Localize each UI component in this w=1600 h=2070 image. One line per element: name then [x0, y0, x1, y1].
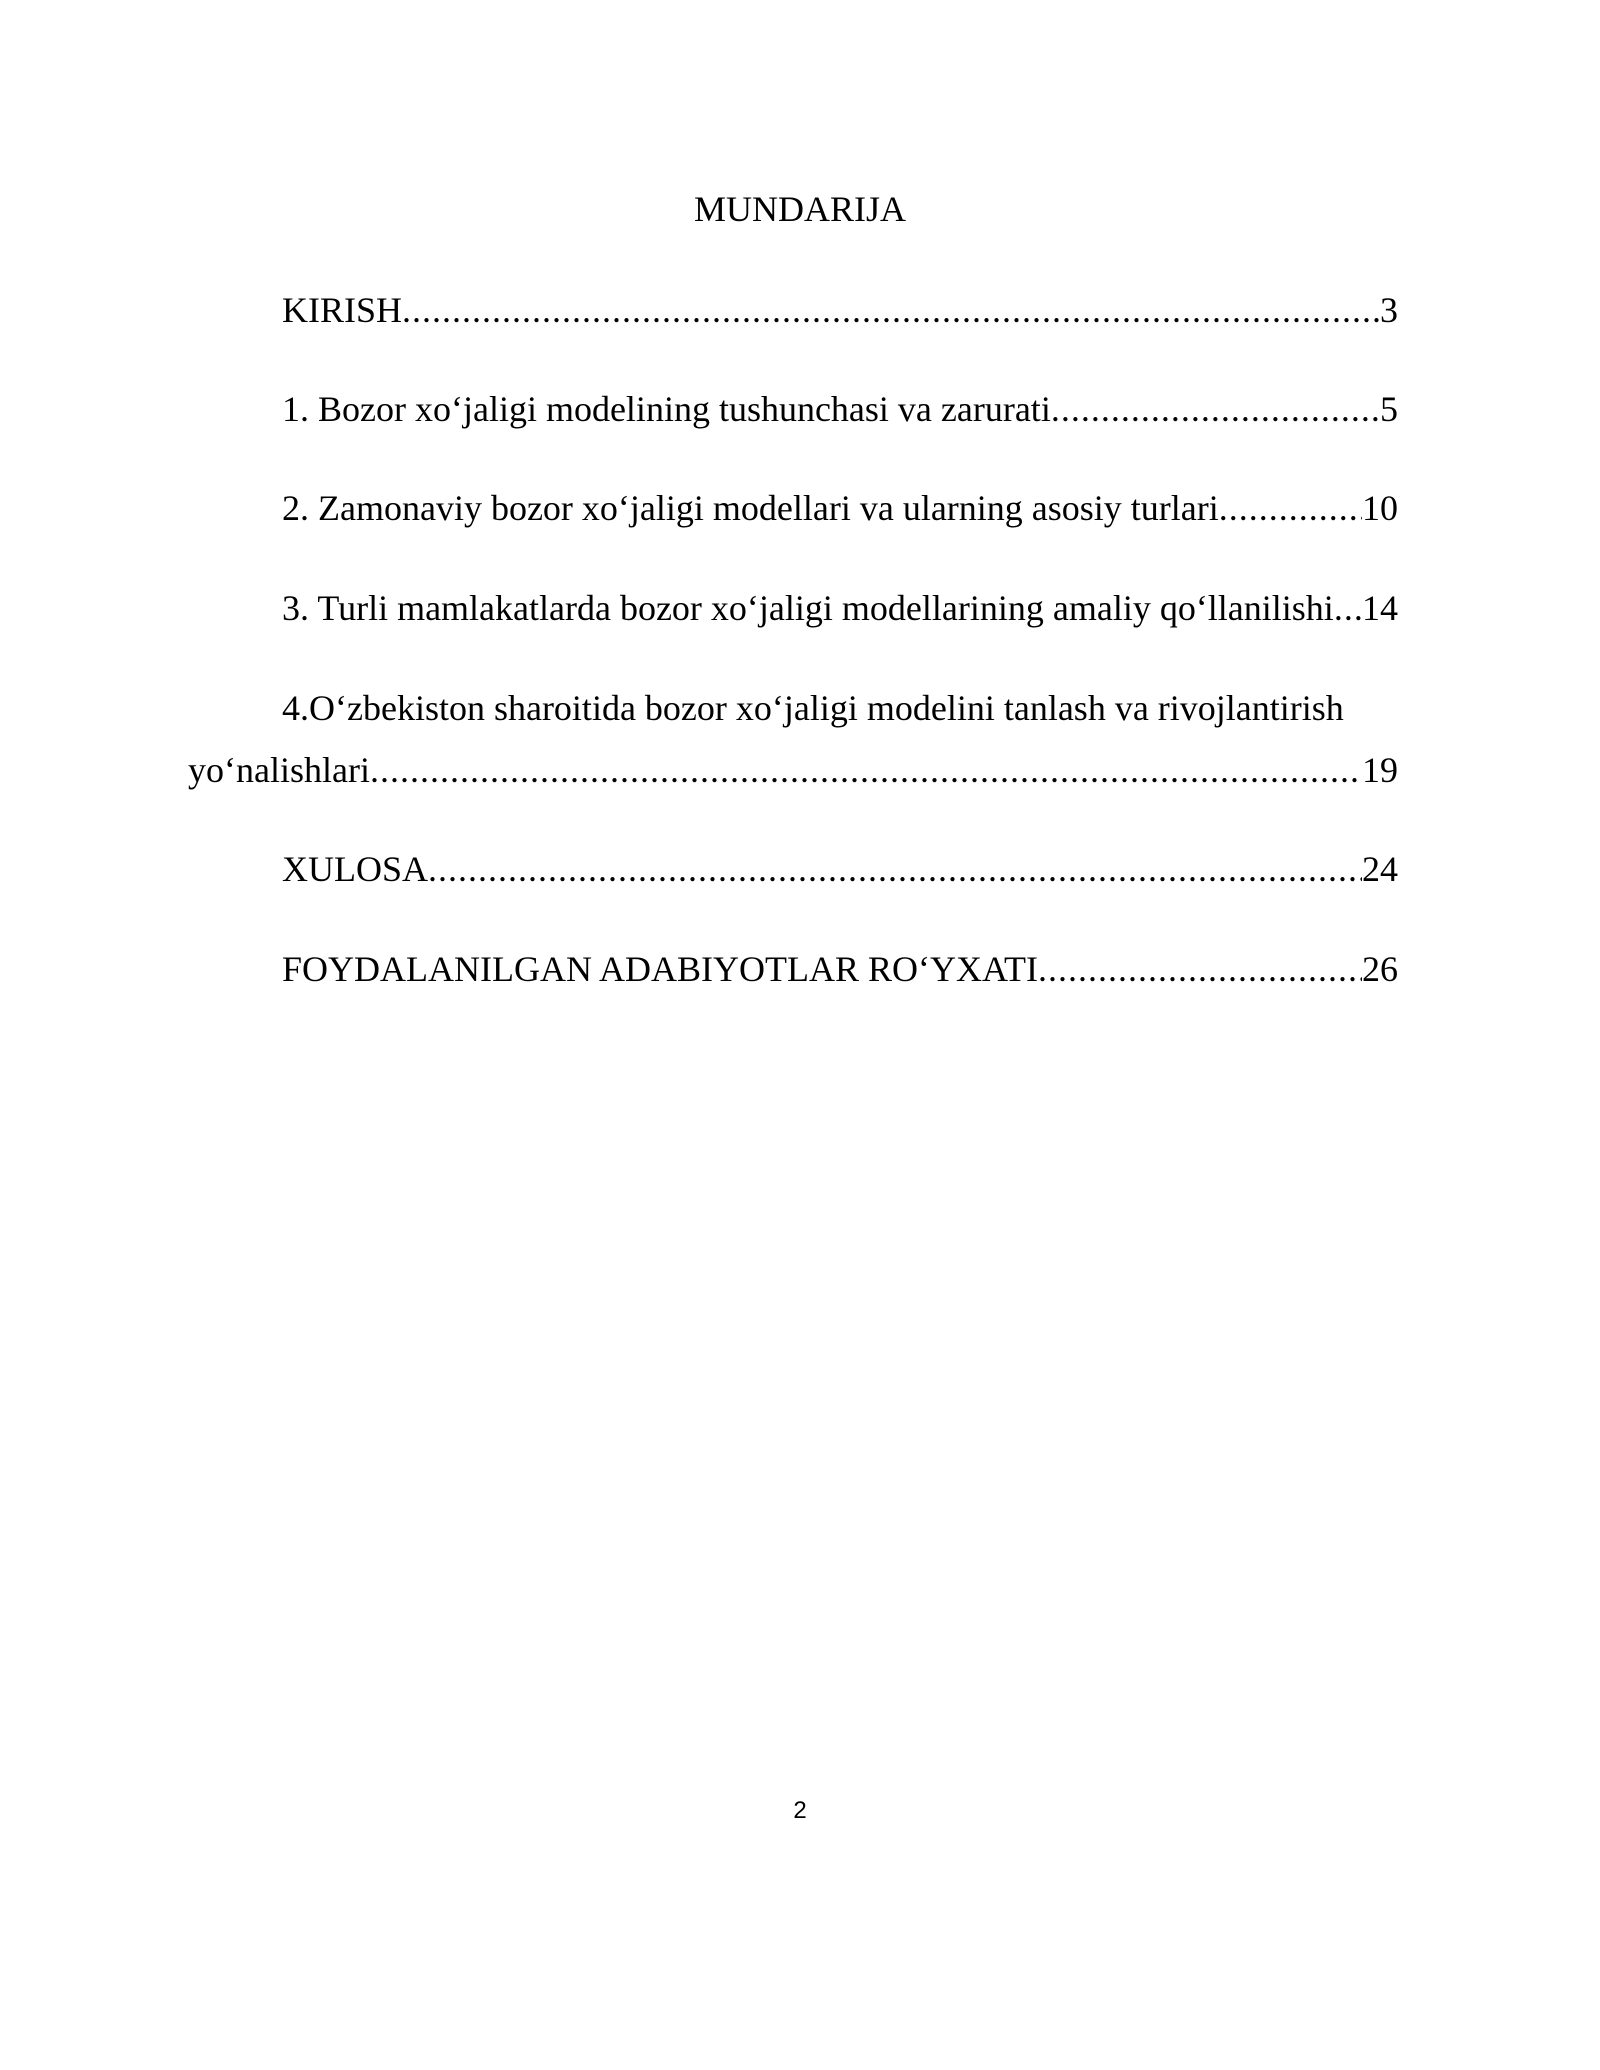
- toc-entry-title: KIRISH: [282, 290, 403, 330]
- toc-entry-1[interactable]: [282, 387, 1398, 431]
- toc-dot-leader: [402, 288, 1380, 332]
- toc-entry-title: XULOSA: [282, 849, 429, 889]
- toc-dot-leader: [1038, 947, 1362, 991]
- toc-dot-leader: [370, 748, 1362, 792]
- toc-entry-title: 1. Bozor xo‘jaligi modelining tushunchasi va zarurati: [282, 389, 1051, 429]
- toc-entry-title: yo‘nalishlari: [188, 750, 370, 790]
- toc-entry-page: 3: [1380, 290, 1398, 330]
- toc-entry-page: 19: [1362, 750, 1398, 790]
- toc-entry-adabiyotlar[interactable]: [282, 947, 1398, 991]
- toc-entry-page: 5: [1380, 389, 1398, 429]
- toc-entry-page: 14: [1362, 588, 1398, 628]
- toc-entry-4-first-line[interactable]: 4.O‘zbekiston sharoitida bozor xo‘jaligi modelini tanlash va rivojlantirish: [282, 688, 1344, 728]
- toc-entry-4-second-line[interactable]: [188, 748, 1398, 792]
- toc-dot-leader: [1051, 387, 1380, 431]
- toc-entry-page: 10: [1362, 488, 1398, 528]
- toc-entry-3[interactable]: [282, 586, 1398, 630]
- toc-entry-xulosa[interactable]: [282, 847, 1398, 891]
- page-number: 2: [793, 1797, 807, 1824]
- toc-entry-2[interactable]: [282, 486, 1398, 530]
- toc-entry-kirish[interactable]: [282, 288, 1398, 332]
- toc-dot-leader: [428, 847, 1362, 891]
- toc-entry-title: FOYDALANILGAN ADABIYOTLAR RO‘YXATI: [282, 949, 1038, 989]
- toc-entry-title: 2. Zamonaviy bozor xo‘jaligi modellari va ularning asosiy turlari: [282, 488, 1219, 528]
- toc-entry-page: 24: [1362, 849, 1398, 889]
- toc-entry-title: 3. Turli mamlakatlarda bozor xo‘jaligi modellarining amaliy qo‘llanilishi: [282, 588, 1334, 628]
- toc-dot-leader: [1219, 486, 1362, 530]
- toc-heading: MUNDARIJA: [693, 189, 906, 229]
- toc-dot-leader: [1334, 586, 1362, 630]
- toc-entry-page: 26: [1362, 949, 1398, 989]
